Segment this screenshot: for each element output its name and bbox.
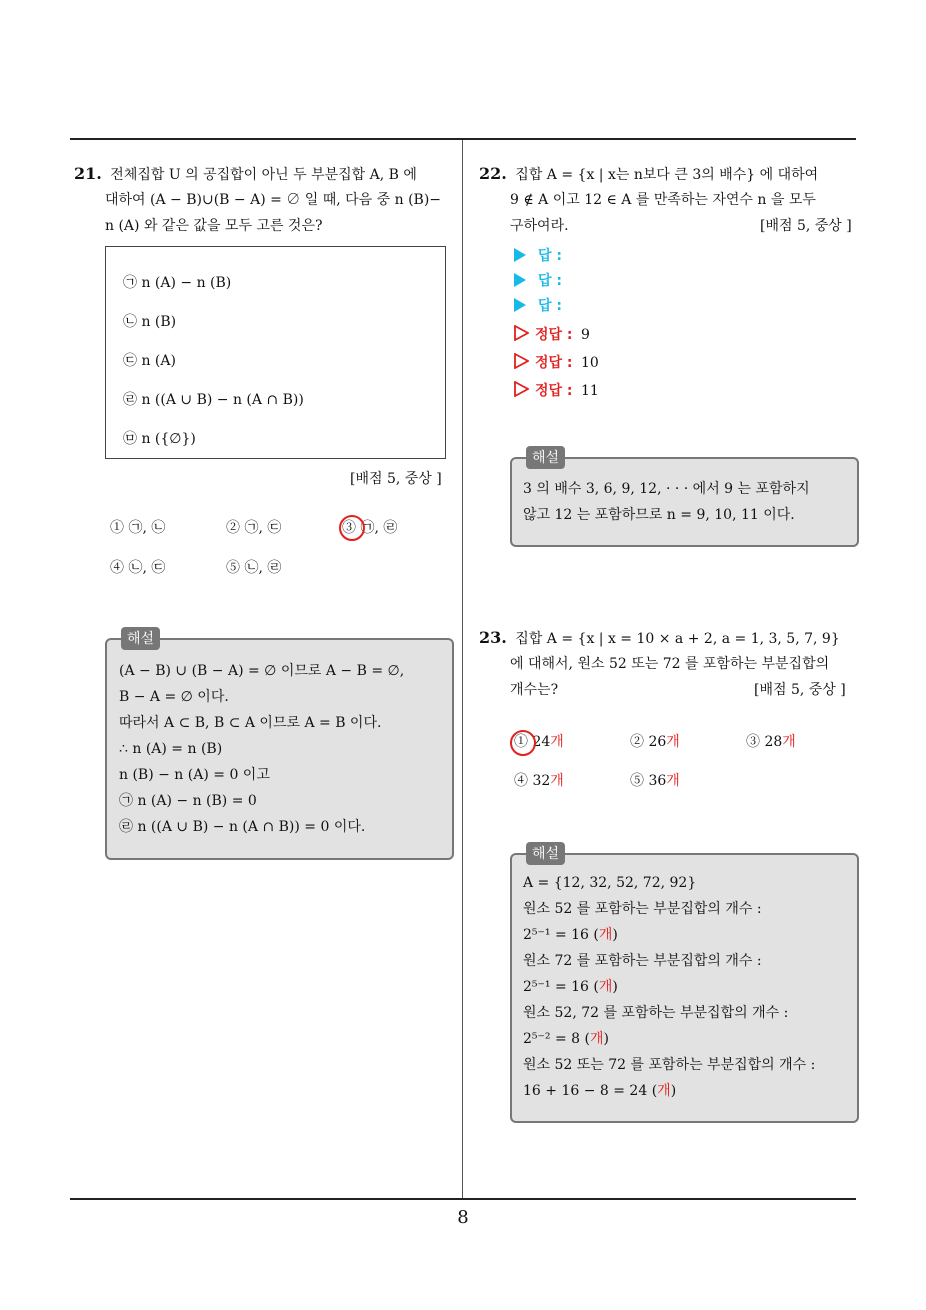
- top-rule: [70, 138, 856, 140]
- question-text-line: 9 ∉ A 이고 12 ∈ A 를 만족하는 자연수 n 을 모두: [510, 192, 816, 208]
- choice-unit: 개: [550, 734, 564, 750]
- solution-tag: 해설: [526, 842, 565, 865]
- solution-panel: [510, 450, 859, 547]
- choice-2[interactable]: [630, 729, 680, 755]
- question-text-line: 구하여라.: [510, 218, 569, 234]
- outline-arrow-icon: [513, 353, 529, 369]
- condition-item: ㉤ n ({∅}): [123, 431, 196, 447]
- question-text-line: 집합 A = {x | x = 10 × a + 2, a = 1, 3, 5, 7, 9}: [515, 631, 840, 647]
- choice-value: 28: [764, 734, 783, 750]
- solution-tag: 해설: [526, 446, 565, 469]
- play-arrow-icon: [514, 298, 526, 312]
- choice-unit: 개: [782, 734, 796, 750]
- choice-unit: 개: [666, 773, 680, 789]
- page-number: 8: [457, 1207, 469, 1228]
- solution-line: 2⁵⁻² = 8 (개): [523, 1031, 609, 1047]
- score-label: [배점 5, 중상 ]: [760, 218, 852, 234]
- choice-number: ⑤: [630, 773, 644, 789]
- solution-line: 원소 72 를 포함하는 부분집합의 개수 :: [523, 953, 762, 969]
- question-number: 23.: [479, 628, 507, 647]
- choice-value: 36: [648, 773, 667, 789]
- solution-line: 따라서 A ⊂ B, B ⊂ A 이므로 A = B 이다.: [119, 715, 382, 731]
- solution-line: 원소 52, 72 를 포함하는 부분집합의 개수 :: [523, 1005, 789, 1021]
- score-label: [배점 5, 중상 ]: [350, 471, 442, 487]
- column-divider: [462, 140, 463, 1200]
- bottom-rule: [70, 1198, 856, 1200]
- question-number: 22.: [479, 164, 507, 183]
- condition-item: ㉠ n (A) − n (B): [123, 275, 232, 291]
- play-arrow-icon: [514, 273, 526, 287]
- condition-box: [105, 246, 446, 459]
- choice-5[interactable]: [630, 768, 680, 794]
- choice-2[interactable]: ② ㉠, ㉢: [226, 520, 282, 536]
- choice-5[interactable]: ⑤ ㉡, ㉣: [226, 560, 282, 576]
- answer-label: 답 :: [538, 298, 562, 314]
- solution-line: 16 + 16 − 8 = 24 (개): [523, 1083, 677, 1099]
- solution-line: 2⁵⁻¹ = 16 (개): [523, 979, 618, 995]
- answer-mark-circle: [510, 730, 536, 756]
- choice-value: 24: [532, 734, 551, 750]
- choice-value: 26: [648, 734, 667, 750]
- solution-panel: [105, 631, 454, 860]
- question-number: 21.: [74, 164, 102, 183]
- question-text-line: n (A) 와 같은 값을 모두 고른 것은?: [105, 218, 323, 234]
- solution-line: (A − B) ∪ (B − A) = ∅ 이므로 A − B = ∅,: [119, 663, 405, 679]
- outline-arrow-icon: [513, 325, 529, 341]
- answer-row: [514, 268, 562, 294]
- choice-value: 32: [532, 773, 551, 789]
- condition-item: ㉢ n (A): [123, 353, 176, 369]
- answer-label: 답 :: [538, 248, 562, 264]
- answer-row: [514, 293, 562, 319]
- condition-item: ㉣ n ((A ∪ B) − n (A ∩ B)): [123, 392, 304, 408]
- solution-line: 원소 52 또는 72 를 포함하는 부분집합의 개수 :: [523, 1057, 816, 1073]
- question-text-line: 개수는?: [510, 682, 559, 698]
- choice-3[interactable]: ③ ㉠, ㉣: [342, 520, 398, 536]
- solution-panel: [510, 846, 859, 1123]
- answer-row: [514, 243, 562, 269]
- correct-label: 정답 :: [535, 355, 573, 371]
- play-arrow-icon: [514, 248, 526, 262]
- choice-number: ④: [514, 773, 528, 789]
- solution-line: B − A = ∅ 이다.: [119, 689, 229, 705]
- choice-number: ②: [630, 734, 644, 750]
- choice-unit: 개: [550, 773, 564, 789]
- correct-answer-row: [513, 350, 599, 376]
- correct-answer-value: 9: [580, 327, 590, 343]
- answer-label: 답 :: [538, 273, 562, 289]
- question-text-line: 집합 A = {x | x는 n보다 큰 3의 배수} 에 대하여: [515, 167, 819, 183]
- score-label: [배점 5, 중상 ]: [754, 682, 846, 698]
- solution-line: 3 의 배수 3, 6, 9, 12, · · · 에서 9 는 포함하지: [523, 481, 810, 497]
- condition-item: ㉡ n (B): [123, 314, 177, 330]
- solution-line: ㉣ n ((A ∪ B) − n (A ∩ B)) = 0 이다.: [119, 819, 366, 835]
- correct-answer-row: [513, 378, 599, 404]
- choice-number: ①: [514, 734, 528, 750]
- choice-1[interactable]: ① ㉠, ㉡: [110, 520, 166, 536]
- correct-answer-value: 11: [580, 383, 599, 399]
- question-text-line: 에 대해서, 원소 52 또는 72 를 포함하는 부분집합의: [510, 656, 830, 672]
- solution-line: 2⁵⁻¹ = 16 (개): [523, 927, 618, 943]
- correct-answer-row: [513, 322, 590, 348]
- correct-label: 정답 :: [535, 327, 573, 343]
- solution-line: ∴ n (A) = n (B): [119, 741, 223, 757]
- choice-4[interactable]: [514, 768, 564, 794]
- choice-unit: 개: [666, 734, 680, 750]
- question-text-line: 전체집합 U 의 공집합이 아닌 두 부분집합 A, B 에: [110, 167, 417, 183]
- solution-line: n (B) − n (A) = 0 이고: [119, 767, 270, 783]
- question-text-line: 대하여 (A − B)∪(B − A) = ∅ 일 때, 다음 중 n (B)−: [105, 192, 442, 208]
- solution-tag: 해설: [121, 627, 160, 650]
- correct-answer-value: 10: [580, 355, 599, 371]
- solution-line: 않고 12 는 포함하므로 n = 9, 10, 11 이다.: [523, 507, 795, 523]
- correct-label: 정답 :: [535, 383, 573, 399]
- choice-3[interactable]: [746, 729, 796, 755]
- answer-mark-circle: [339, 515, 365, 541]
- outline-arrow-icon: [513, 381, 529, 397]
- choice-number: ③: [746, 734, 760, 750]
- choice-4[interactable]: ④ ㉡, ㉢: [110, 560, 166, 576]
- solution-line: 원소 52 를 포함하는 부분집합의 개수 :: [523, 901, 762, 917]
- solution-line: A = {12, 32, 52, 72, 92}: [523, 875, 697, 891]
- solution-line: ㉠ n (A) − n (B) = 0: [119, 793, 257, 809]
